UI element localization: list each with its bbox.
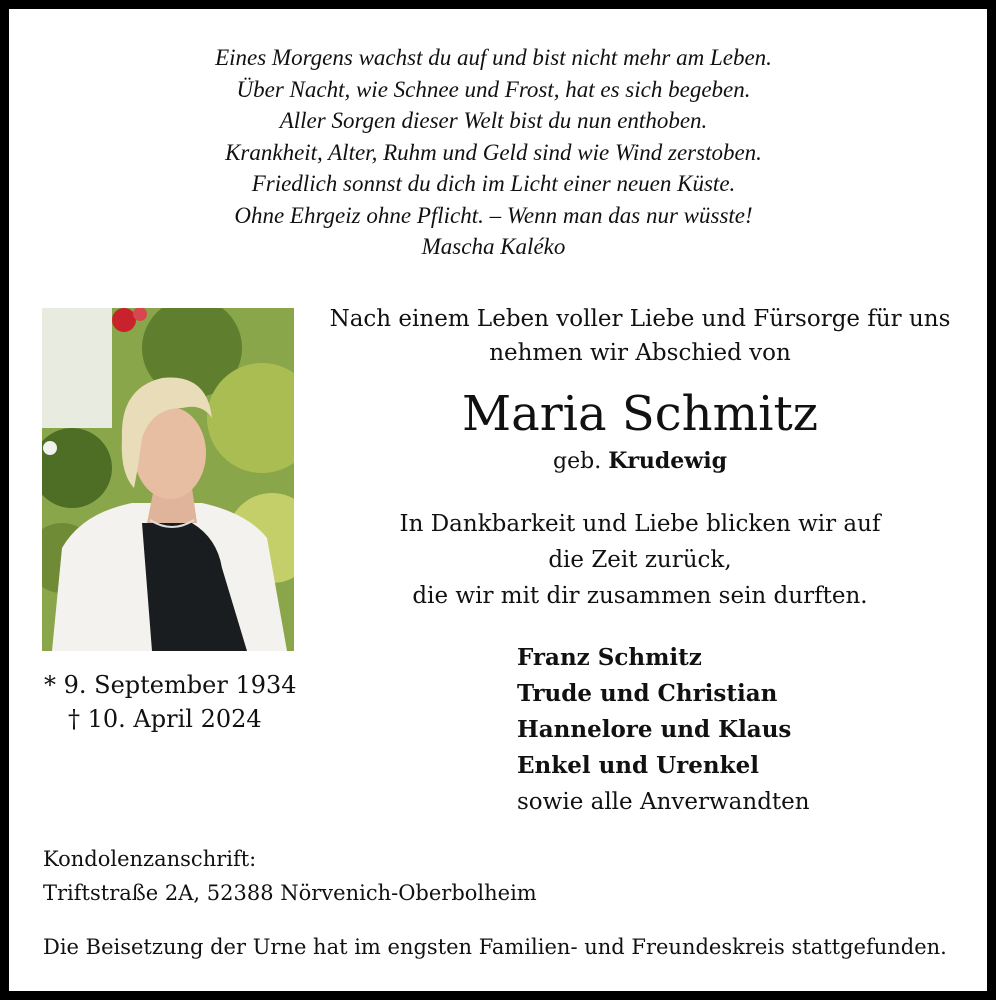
intro-line: Nach einem Leben voller Liebe und Fürsorge für uns (329, 306, 951, 332)
other-relatives: sowie alle Anverwandten (517, 789, 810, 815)
death-date: † 10. April 2024 (68, 705, 262, 733)
family-list (517, 640, 810, 820)
maiden-name: Krudewig (608, 448, 727, 474)
family-member: Franz Schmitz (517, 644, 702, 671)
family-member: Trude und Christian (517, 680, 778, 707)
thanks-line: In Dankbarkeit und Liebe blicken wir auf (399, 511, 881, 537)
poem-line: Friedlich sonnst du dich im Licht einer neuen Küste. (251, 171, 736, 196)
deceased-name: Maria Schmitz (461, 386, 819, 442)
intro-text (300, 302, 980, 370)
thanks-line: die wir mit dir zusammen sein durften. (412, 583, 868, 609)
portrait-photo (42, 308, 294, 651)
birth-date: * 9. September 1934 (44, 671, 297, 699)
family-member: Hannelore und Klaus (517, 716, 792, 743)
poem-line: Ohne Ehrgeiz ohne Pflicht. – Wenn man das nur wüsste! (234, 202, 753, 228)
poem-line: Über Nacht, wie Schnee und Frost, hat es sich begeben. (236, 76, 751, 102)
thanks-text (300, 506, 980, 614)
intro-line: nehmen wir Abschied von (489, 340, 791, 366)
poem-line: Eines Morgens wachst du auf und bist nicht mehr am Leben. (215, 45, 772, 70)
poem-author: Mascha Kaléko (421, 234, 566, 259)
family-member: Enkel und Urenkel (517, 752, 759, 779)
thanks-line: die Zeit zurück, (548, 547, 732, 573)
condolence-label: Kondolenzanschrift: (43, 847, 257, 871)
life-dates (44, 668, 297, 736)
born-prefix: geb. (553, 449, 602, 474)
poem (0, 42, 996, 263)
poem-line: Aller Sorgen dieser Welt bist du nun enthoben. (279, 108, 708, 133)
poem-line: Krankheit, Alter, Ruhm und Geld sind wie Wind zerstoben. (225, 139, 762, 165)
condolence-address (43, 842, 537, 910)
condolence-street: Triftstraße 2A, 52388 Nörvenich-Oberbolheim (43, 881, 537, 905)
burial-notice: Die Beisetzung der Urne hat im engsten Familien- und Freundeskreis stattgefunden. (43, 935, 947, 959)
birth-name (300, 446, 980, 477)
